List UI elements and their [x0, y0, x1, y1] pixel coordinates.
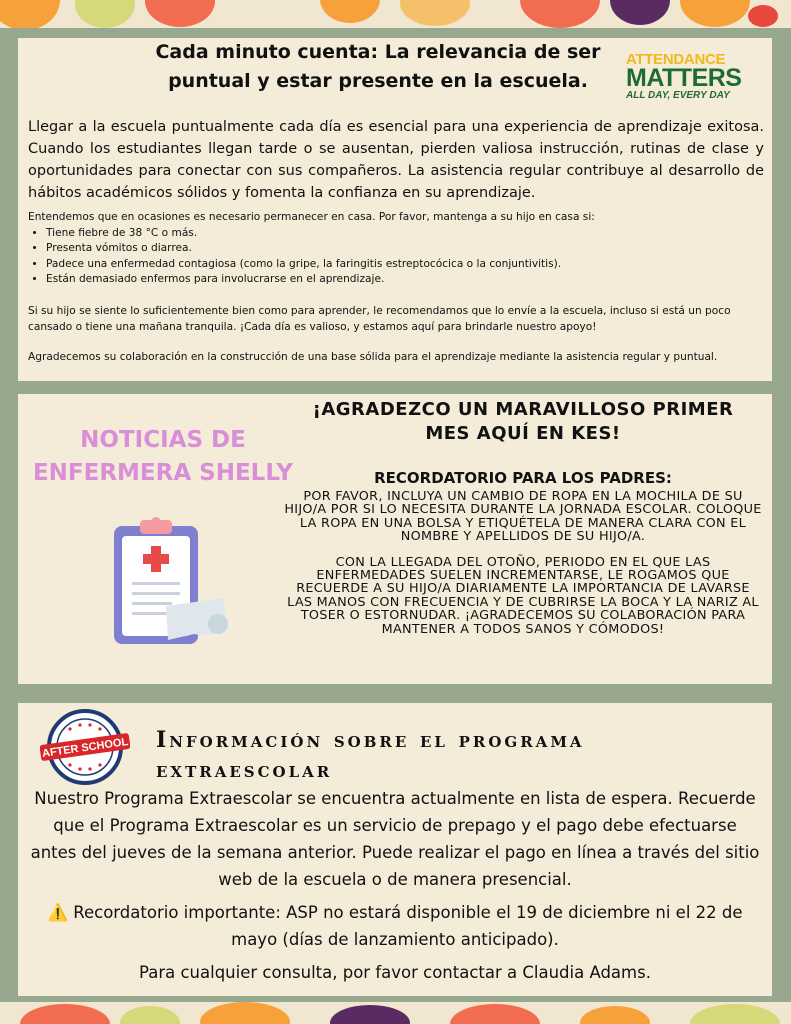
afterschool-body	[30, 785, 760, 992]
afterschool-contact: Para cualquier consulta, por favor contactar a Claudia Adams.	[139, 963, 651, 982]
list-item: • Están demasiado enfermos para involucrarse en el aprendizaje.	[46, 272, 764, 288]
thanks-paragraph: Agradecemos su colaboración en la construcción de una base sólida para el aprendizaje mediante la asistencia regular y puntual.	[28, 351, 718, 363]
list-item: • Padece una enfermedad contagiosa (como la gripe, la faringitis estreptocócica o la conjuntivitis).	[46, 257, 764, 273]
nurse-subheading: RECORDATORIO PARA LOS PADRES:	[374, 469, 672, 487]
encourage-paragraph: Si su hijo se siente lo suficientemente bien como para aprender, le recomendamos que lo envíe a la escuela, incluso si está un poco cansado o tiene una mañana tranquila. ¡Cada día es valioso, y estamos aquí para brindarle nuestro apoyo!	[28, 305, 731, 333]
nurse-paragraph-hygiene: CON LA LLEGADA DEL OTOÑO, PERIODO EN EL QUE LAS ENFERMEDADES SUELEN INCREMENTARSE, LE ROGAMOS QUE RECUERDE A SU HIJO/A DIARIAMENTE LA IMPORTANCIA DE LAVARSE LAS MANOS CON FRECUENCIA Y DE CUBRIRSE LA BOCA Y LA NARIZ AL TOSER O ESTORNUDAR. ¡AGRADECEMOS SU COLABORACIÓN PARA MANTENER A TODOS SANOS Y CÓMODOS!	[287, 554, 759, 637]
nurse-paragraph-clothes: POR FAVOR, INCLUYA UN CAMBIO DE ROPA EN LA MOCHILA DE SU HIJO/A POR SI LO NECESITA DURANTE LA JORNADA ESCOLAR. COLOQUE LA ROPA EN UNA BOLSA Y ETIQUÉTELA DE MANERA CLARA CON EL NOMBRE Y APELLIDOS DE SU HIJO/A.	[284, 489, 762, 545]
nurse-title: NOTICIAS DE ENFERMERA SHELLY	[32, 427, 294, 486]
list-item: • Presenta vómitos o diarrea.	[46, 241, 764, 257]
nurse-section	[18, 394, 772, 684]
stay-home-intro: Entendemos que en ocasiones es necesario permanecer en casa. Por favor, mantenga a su hijo en casa si:	[28, 211, 595, 223]
nurse-body	[284, 490, 762, 648]
clipboard-medical-icon	[106, 516, 236, 651]
afterschool-reminder-text: Recordatorio importante: ASP no estará disponible el 19 de diciembre ni el 22 de mayo (días de lanzamiento anticipado).	[73, 903, 743, 949]
stay-home-block	[28, 210, 764, 288]
afterschool-reminder	[30, 899, 760, 953]
nurse-heading: ¡AGRADEZCO UN MARAVILLOSO PRIMER MES AQUÍ EN KES!	[312, 399, 734, 444]
attendance-section	[18, 38, 772, 381]
floral-border-bottom	[0, 1002, 791, 1024]
attendance-title: Cada minuto cuenta: La relevancia de ser puntual y estar presente en la escuela.	[155, 41, 601, 92]
stay-home-list	[28, 226, 764, 288]
list-item: • Tiene fiebre de 38 °C o más.	[46, 226, 764, 242]
floral-border-top	[0, 0, 791, 30]
afterschool-title: Información sobre el programa extraescolar	[156, 727, 585, 783]
warning-icon: ⚠️	[47, 903, 69, 922]
afterschool-paragraph-waitlist: Nuestro Programa Extraescolar se encuentra actualmente en lista de espera. Recuerde que el Programa Extraescolar es un servicio de prepago y el pago debe efectuarse antes del jueves de la semana anterior. Puede realizar el pago en línea a través del sitio web de la escuela o de manera presencial.	[30, 789, 760, 889]
svg-text:AFTER SCHOOL: AFTER SCHOOL	[41, 736, 129, 760]
attendance-lead-paragraph: Llegar a la escuela puntualmente cada día es esencial para una experiencia de aprendizaje exitosa. Cuando los estudiantes llegan tarde o se ausentan, pierden valiosa instrucción, rutinas de clase y oportunidades para conectar con sus compañeros. La asistencia regular contribuye al desarrollo de hábitos académicos sólidos y fomenta la confianza en su aprendizaje.	[28, 119, 764, 201]
afterschool-section	[18, 703, 772, 996]
attendance-matters-logo: ATTENDANCE MATTERS ALL DAY, EVERY DAY	[626, 51, 742, 101]
after-school-badge-icon	[40, 709, 130, 785]
